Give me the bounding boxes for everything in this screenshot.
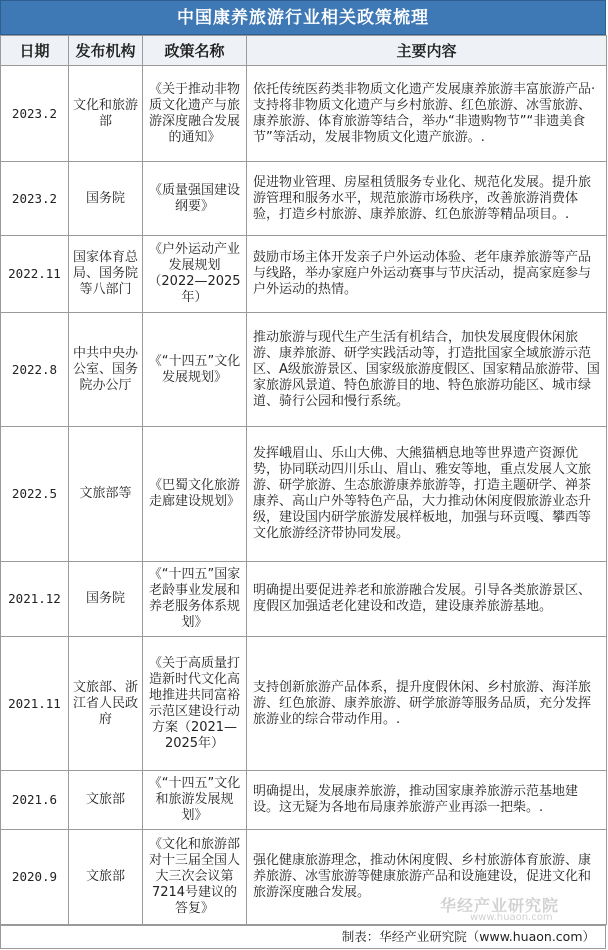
- row-org: 中共中央办公室、国务院办公厅: [69, 313, 143, 427]
- row-date: 2021.11: [1, 637, 69, 771]
- row-content: 明确提出要促进养老和旅游融合发展。引导各类旅游景区、度假区加强适老化建设和改造，建设康养旅游基地。: [247, 562, 607, 637]
- row-content: 推动旅游与现代生产生活有机结合，加快发展度假休闲旅游、康养旅游、研学实践活动等，打造批国家全域旅游示范区、A级旅游景区、国家级旅游度假区、国家精品旅游带、国家旅游风景道、特色旅游目的地、特色旅游功能区、城市绿道、骑行公园和慢行系统。: [247, 313, 607, 427]
- table-row: [1, 162, 607, 236]
- row-content: 鼓励市场主体开发亲子户外运动体验、老年康养旅游等产品与线路，举办家庭户外运动赛事与节庆活动，提高家庭参与户外运动的热情。: [247, 236, 607, 313]
- row-date: 2023.2: [1, 162, 69, 236]
- header-date: 日期: [1, 36, 69, 66]
- row-policy-name: 《“十四五”文化和旅游发展规划》: [143, 771, 247, 830]
- row-org: 国家体育总局、国务院等八部门: [69, 236, 143, 313]
- row-date: 2020.9: [1, 830, 69, 925]
- row-content: 支持创新旅游产品体系，提升度假休闲、乡村旅游、海洋旅游、红色旅游、康养旅游、研学旅游等服务品质，充分发挥旅游业的综合带动作用。.: [247, 637, 607, 771]
- table-row: [1, 562, 607, 637]
- row-date: 2021.6: [1, 771, 69, 830]
- row-org: 国务院: [69, 562, 143, 637]
- row-policy-name: 《巴蜀文化旅游走廊建设规划》: [143, 427, 247, 562]
- row-date: 2022.5: [1, 427, 69, 562]
- table-footer-source: 制表：华经产业研究院（www.huaon.com）: [0, 925, 606, 949]
- row-policy-name: 《文化和旅游部对十三届全国人大三次会议第7214号建议的答复》: [143, 830, 247, 925]
- table-row: [1, 637, 607, 771]
- table-title: 中国康养旅游行业相关政策梳理: [0, 0, 606, 35]
- policy-table: [0, 35, 607, 925]
- row-org: 国务院: [69, 162, 143, 236]
- row-date: 2022.8: [1, 313, 69, 427]
- header-name: 政策名称: [143, 36, 247, 66]
- row-org: 文化和旅游部: [69, 66, 143, 162]
- row-policy-name: 《关于高质量打造新时代文化高地推进共同富裕示范区建设行动方案（2021—2025年）: [143, 637, 247, 771]
- table-row: [1, 66, 607, 162]
- row-content: 依托传统医药类非物质文化遗产发展康养旅游丰富旅游产品·支持将非物质文化遗产与乡村旅游、红色旅游、冰雪旅游、康养旅游、体育旅游等结合，举办“非遗购物节”“非遗美食节”等活动，发展非物质文化遗产旅游。.: [247, 66, 607, 162]
- row-org: 文旅部、浙江省人民政府: [69, 637, 143, 771]
- row-policy-name: 《“十四五”文化发展规划》: [143, 313, 247, 427]
- row-policy-name: 《关于推动非物质文化遗产与旅游深度融合发展的通知》: [143, 66, 247, 162]
- row-policy-name: 《“十四五”国家老龄事业发展和养老服务体系规划》: [143, 562, 247, 637]
- row-org: 文旅部等: [69, 427, 143, 562]
- header-org: 发布机构: [69, 36, 143, 66]
- row-policy-name: 《户外运动产业发展规划（2022—2025年）: [143, 236, 247, 313]
- table-row: [1, 427, 607, 562]
- row-date: 2021.12: [1, 562, 69, 637]
- row-date: 2022.11: [1, 236, 69, 313]
- row-policy-name: 《质量强国建设纲要》: [143, 162, 247, 236]
- row-content: 明确提出，发展康养旅游，推动国家康养旅游示范基地建设。这无疑为各地布局康养旅游产业再添一把柴。.: [247, 771, 607, 830]
- row-org: 文旅部: [69, 771, 143, 830]
- watermark-logo-text: 华经产业研究院: [440, 896, 560, 915]
- header-content: 主要内容: [247, 36, 607, 66]
- table-row: [1, 771, 607, 830]
- row-org: 文旅部: [69, 830, 143, 925]
- row-content: 发挥峨眉山、乐山大佛、大熊猫栖息地等世界遗产资源优势，协同联动四川乐山、眉山、雅安等地，重点发展人文旅游、研学旅游、生态旅游康养旅游等，打造主题研学、禅茶康养、高山户外等特色产品，大力推动休闲度假旅游业态升级，建设国内研学旅游发展样板地，加强与环贡嘎、攀西等文化旅游经济带协同发展。: [247, 427, 607, 562]
- header-row: [1, 36, 607, 66]
- watermark-url: www.huaon.com: [470, 912, 553, 923]
- row-content: 强化健康旅游理念，推动休闲度假、乡村旅游体育旅游、康养旅游、冰雪旅游等健康旅游产品和设施建设，促进文化和旅游深度融合发展。: [247, 830, 607, 925]
- row-date: 2023.2: [1, 66, 69, 162]
- row-content: 促进物业管理、房屋租赁服务专业化、规范化发展。提升旅游管理和服务水平，规范旅游市场秩序，改善旅游消费体验，打造乡村旅游、康养旅游、红色旅游等精品项目。.: [247, 162, 607, 236]
- table-row: [1, 236, 607, 313]
- table-row: [1, 313, 607, 427]
